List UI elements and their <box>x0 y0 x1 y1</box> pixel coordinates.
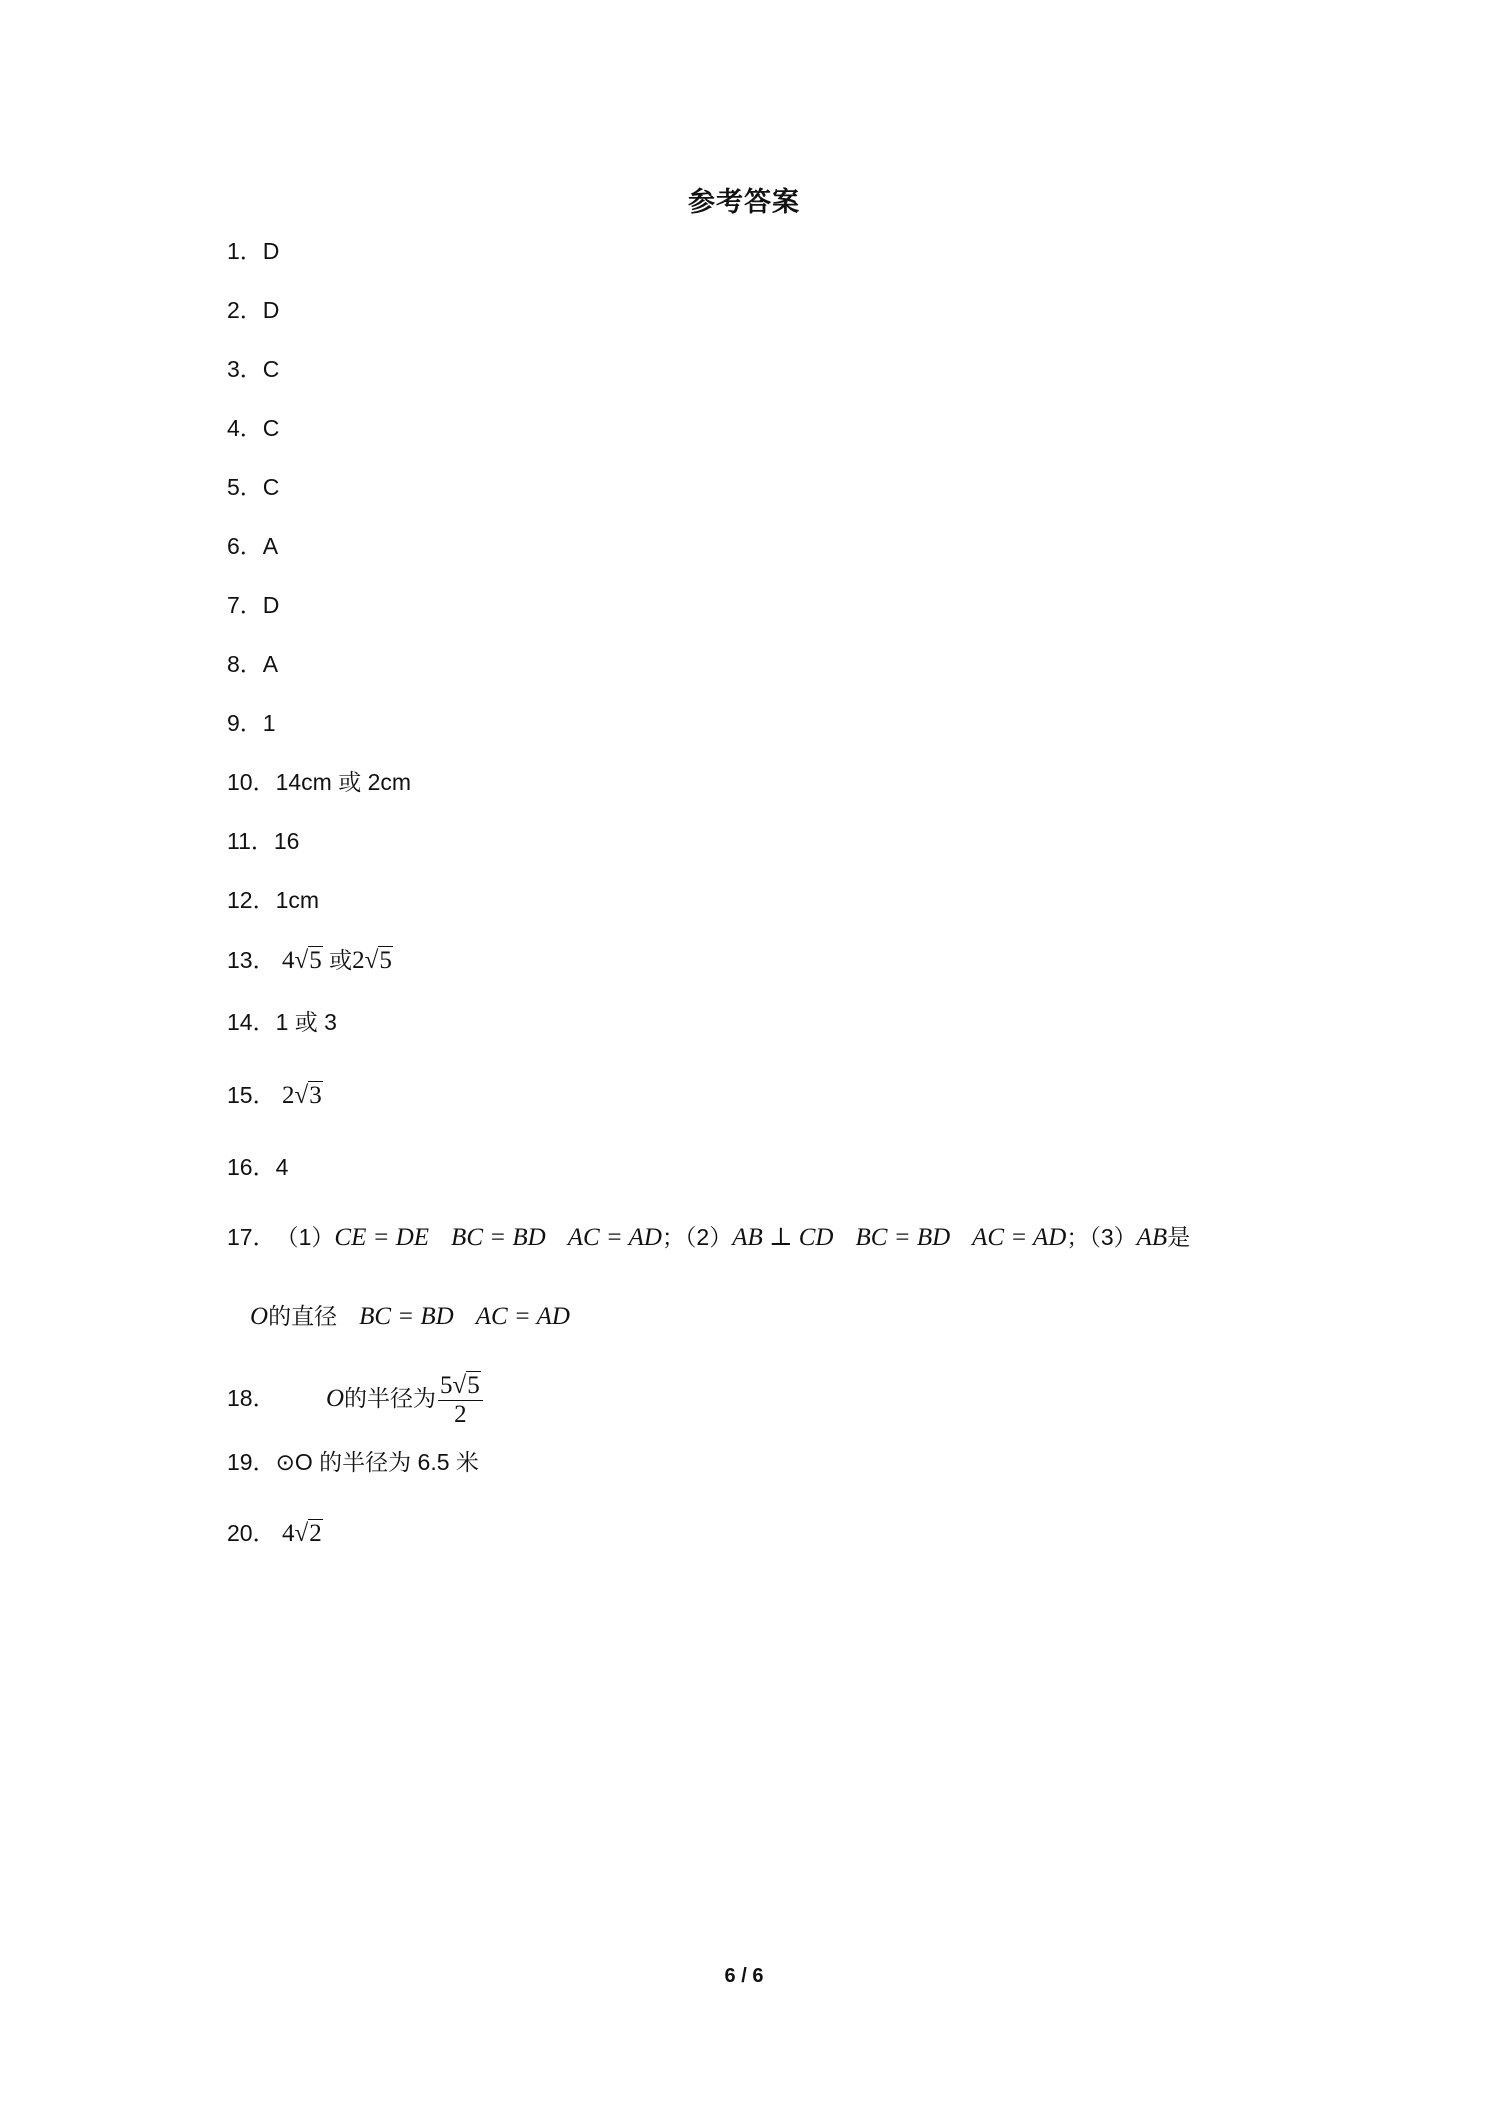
answer-number: 17． <box>227 1224 276 1250</box>
answer-text: 1cm <box>275 887 320 913</box>
math-expression: AC = AD <box>475 1303 570 1330</box>
part-label: （1） <box>275 1224 335 1250</box>
math-expression: BC = BD <box>855 1224 951 1251</box>
sqrt-expression: √5 <box>364 947 392 974</box>
answer-14 <box>227 1007 337 1037</box>
answer-text: D <box>262 238 280 264</box>
answer-18 <box>227 1368 483 1429</box>
coefficient: 4 <box>281 1520 295 1547</box>
fraction: $\frac{5√5}{2}$ <box>438 1371 483 1429</box>
answer-1 <box>227 236 279 266</box>
answer-number: 18． <box>227 1385 276 1411</box>
answer-17-line1 <box>227 1222 1190 1253</box>
radicand: 3 <box>309 1082 322 1109</box>
answer-5 <box>227 472 279 502</box>
answer-number: 1． <box>227 238 263 264</box>
answer-number: 9． <box>227 710 263 736</box>
answer-text: D <box>262 297 280 323</box>
denominator: 2 <box>454 1400 467 1428</box>
answer-text: 是 <box>1167 1224 1191 1250</box>
answer-4 <box>227 413 279 443</box>
answer-11 <box>227 826 299 856</box>
answer-text: 14cm 或 2cm <box>275 769 412 795</box>
answer-6 <box>227 531 278 561</box>
answer-number: 14． <box>227 1009 276 1035</box>
math-expression: AB <box>1136 1224 1168 1251</box>
answer-text: C <box>262 474 280 500</box>
answer-number: 5． <box>227 474 263 500</box>
separator: ； <box>661 1224 685 1250</box>
answer-text: D <box>262 592 280 618</box>
sqrt-expression: √5 <box>294 947 322 974</box>
answer-17-line2 <box>250 1301 570 1332</box>
answer-text: 1 <box>262 710 276 736</box>
answer-number: 12． <box>227 887 276 913</box>
answer-number: 4． <box>227 415 263 441</box>
page-number: 6 / 6 <box>724 1965 764 1987</box>
answer-number: 16． <box>227 1154 276 1180</box>
radicand: 5 <box>379 947 392 974</box>
page-title: 参考答案 <box>688 187 800 217</box>
answer-text: C <box>262 415 280 441</box>
answer-number: 3． <box>227 356 263 382</box>
math-expression: AC = AD <box>567 1224 662 1251</box>
answer-2 <box>227 295 279 325</box>
math-expression: CE = DE <box>334 1224 430 1251</box>
answer-15 <box>227 1080 323 1111</box>
math-expression: BC = BD <box>451 1224 546 1251</box>
sqrt-expression: √3 <box>294 1082 322 1109</box>
part-label: （2） <box>684 1224 733 1250</box>
answer-text: A <box>262 533 279 559</box>
answer-text: ⊙O 的半径为 6.5 米 <box>275 1449 479 1475</box>
coefficient: 2 <box>281 1082 295 1109</box>
answer-number: 7． <box>227 592 263 618</box>
answer-text: 1 或 3 <box>275 1009 337 1035</box>
answer-number: 15． <box>227 1082 276 1108</box>
answer-number: 13． <box>227 947 276 973</box>
part-label: （3） <box>1089 1224 1137 1250</box>
circle-symbol: O <box>250 1303 269 1330</box>
answer-number: 8． <box>227 651 263 677</box>
answer-9 <box>227 708 276 738</box>
answer-12 <box>227 885 319 915</box>
answer-text: C <box>262 356 280 382</box>
radicand: 5 <box>467 1371 480 1399</box>
answer-3 <box>227 354 279 384</box>
answer-number: 10． <box>227 769 276 795</box>
answer-19 <box>227 1447 479 1477</box>
separator: ； <box>1066 1224 1090 1250</box>
answer-7 <box>227 590 279 620</box>
answer-text: 16 <box>273 828 300 854</box>
answer-13 <box>227 945 393 976</box>
math-expression: AC = AD <box>972 1224 1067 1251</box>
or-text: 或 <box>329 947 353 973</box>
coefficient: 2 <box>352 947 365 974</box>
math-expression: BC = BD <box>359 1303 454 1330</box>
answer-20 <box>227 1518 323 1549</box>
answer-number: 11． <box>227 828 274 854</box>
answer-number: 20． <box>227 1520 276 1546</box>
answer-text: 的直径 <box>268 1303 338 1329</box>
math-expression: AB ⊥ CD <box>732 1224 834 1251</box>
answer-10 <box>227 767 411 797</box>
answer-text: 的半径为 <box>344 1385 437 1411</box>
circle-symbol: O <box>325 1385 345 1412</box>
sqrt-expression: √2 <box>294 1520 322 1547</box>
coefficient: 5 <box>440 1371 453 1399</box>
answer-8 <box>227 649 278 679</box>
coefficient: 4 <box>281 947 295 974</box>
answer-number: 2． <box>227 297 263 323</box>
radicand: 5 <box>309 947 322 974</box>
answer-text: A <box>262 651 279 677</box>
answer-16 <box>227 1152 288 1182</box>
answer-number: 6． <box>227 533 263 559</box>
answer-number: 19． <box>227 1449 276 1475</box>
radicand: 2 <box>309 1520 322 1547</box>
answer-text: 4 <box>275 1154 289 1180</box>
